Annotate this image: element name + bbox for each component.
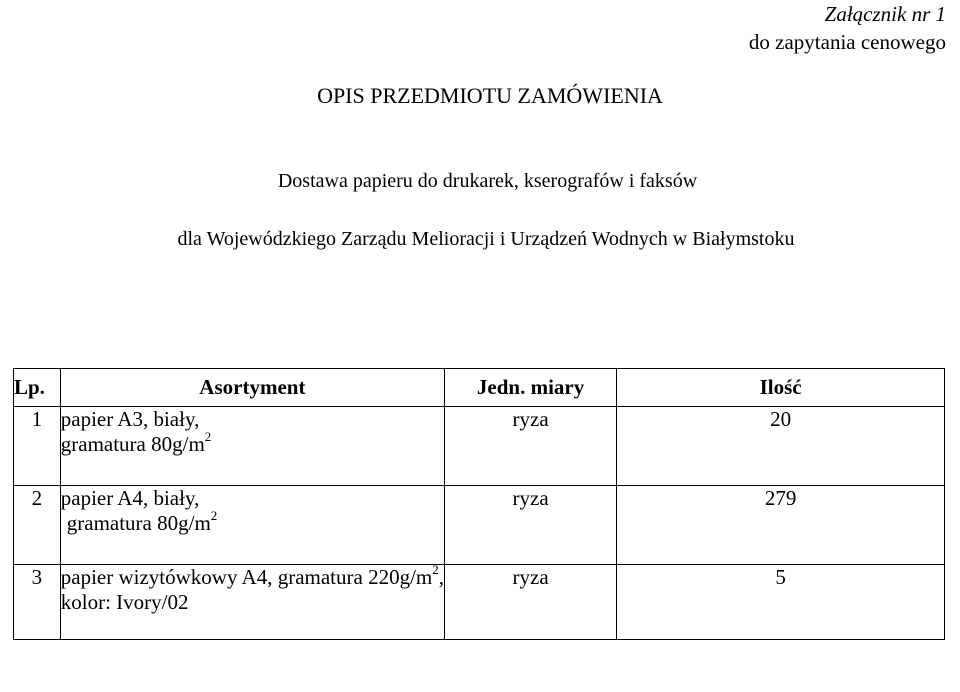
table-header-row [14,369,945,407]
cell-unit: ryza [445,407,617,486]
annex-reference: do zapytania cenowego [748,30,946,54]
cell-quantity: 20 [617,407,945,486]
cell-lp: 2 [14,486,61,565]
order-table [13,368,945,640]
cell-unit: ryza [445,565,617,640]
header-unit: Jedn. miary [445,369,617,407]
table-row [14,486,945,565]
cell-unit: ryza [445,486,617,565]
cell-quantity: 5 [617,565,945,640]
header-lp: Lp. [14,369,61,407]
header-quantity: Ilość [617,369,945,407]
cell-assortment [60,407,444,486]
assortment-line: kolor: Ivory/02 [60,590,189,614]
assortment-line: papier wizytówkowy A4, gramatura $220g/m^2$, [60,562,444,589]
assortment-line: papier A4, biały, [60,486,200,510]
header-assortment: Asortyment [60,369,444,407]
annex-label [749,0,946,56]
cell-assortment [60,562,444,640]
cell-lp: 3 [14,565,61,640]
assortment-line: gramatura $80g/m^2$ [66,508,218,535]
table-row [14,407,945,486]
cell-lp: 1 [14,407,61,486]
table-row [14,565,945,640]
assortment-line: gramatura $80g/m^2$ [60,429,212,456]
document-title: OPIS PRZEDMIOTU ZAMÓWIENIA [317,83,663,108]
annex-number: Załącznik nr 1 [824,2,946,26]
cell-assortment [60,486,444,565]
document-recipient: dla Wojewódzkiego Zarządu Melioracji i Urządzeń Wodnych w Białymstoku [177,228,795,250]
document-subtitle: Dostawa papieru do drukarek, kserografów i faksów [277,170,698,192]
assortment-line: papier A3, biały, [60,407,200,431]
cell-quantity: 279 [617,486,945,565]
